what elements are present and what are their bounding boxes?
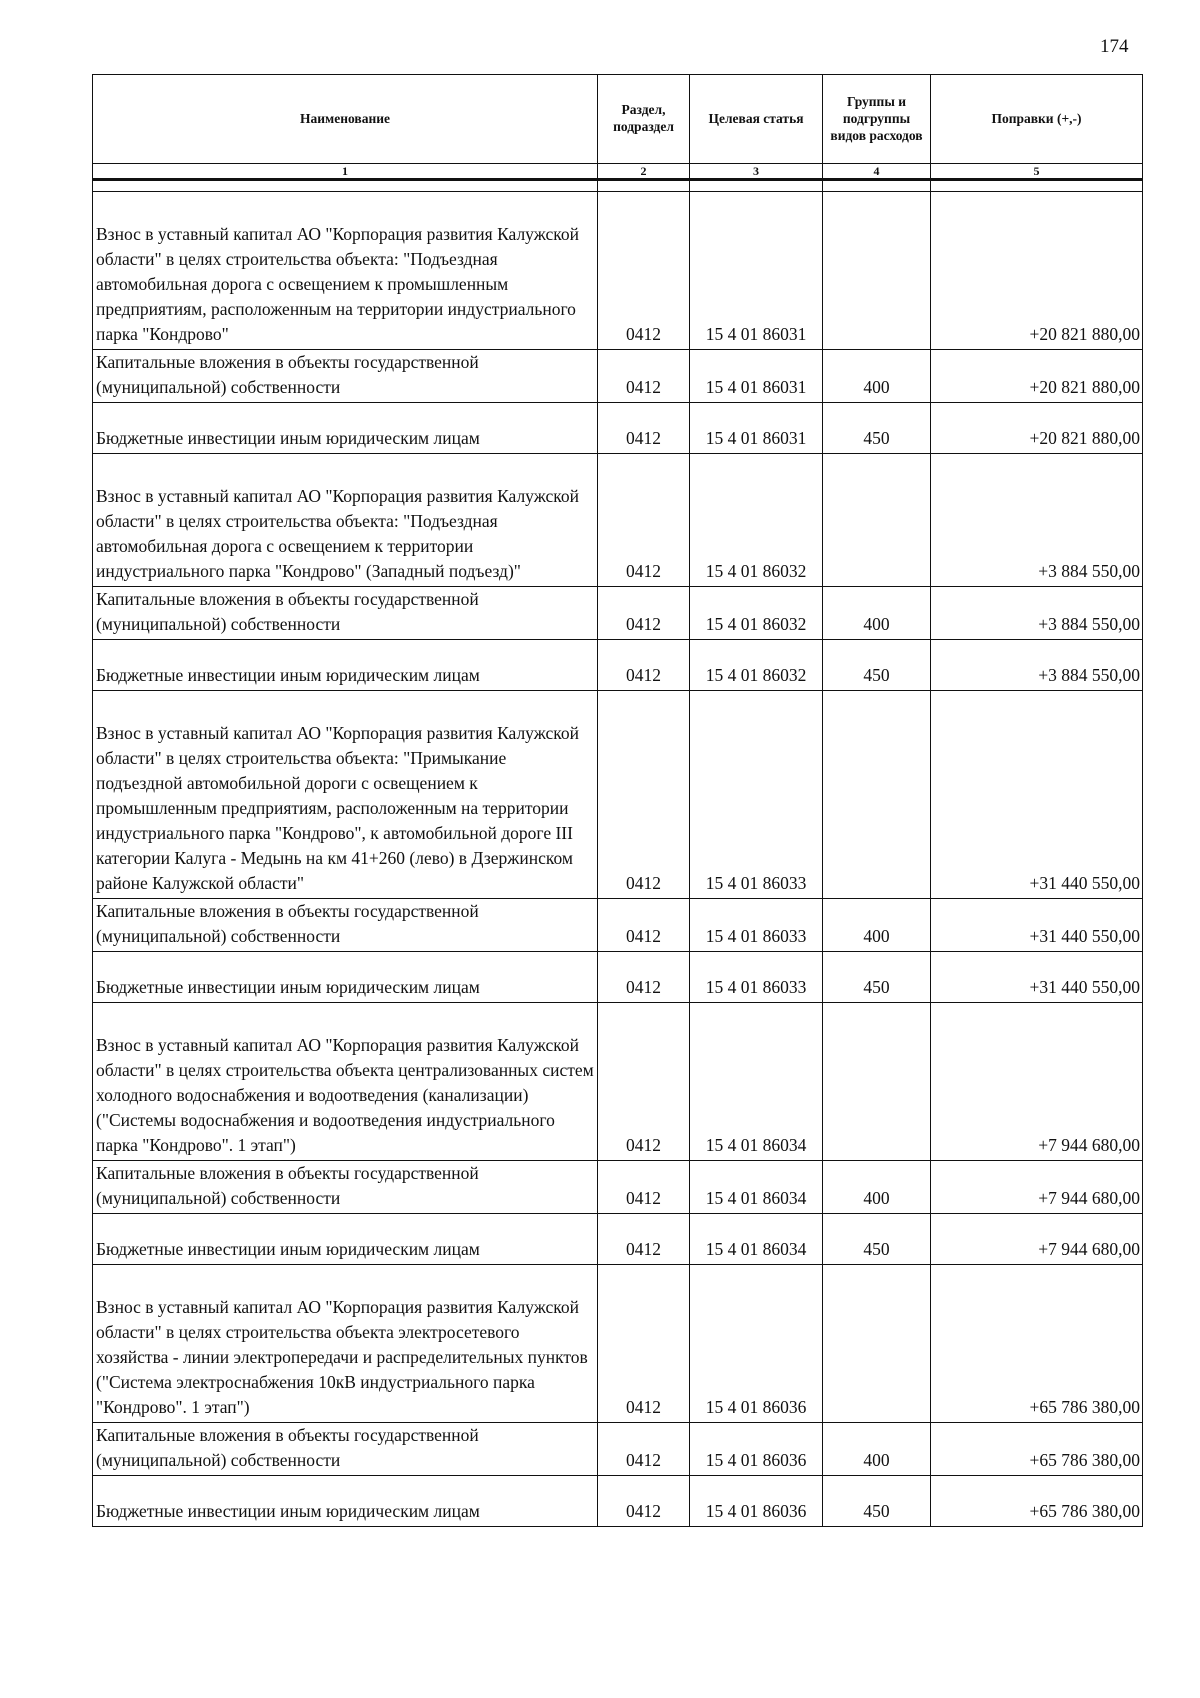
table-row — [93, 192, 1143, 350]
row-section: 0412 — [598, 952, 690, 1003]
table-row — [93, 454, 1143, 587]
column-number: 3 — [690, 164, 823, 180]
row-expense-group: 450 — [823, 1476, 931, 1527]
row-expense-group: 400 — [823, 1423, 931, 1476]
row-expense-group: 450 — [823, 640, 931, 691]
row-expense-group: 400 — [823, 1161, 931, 1214]
row-name: Бюджетные инвестиции иным юридическим лицам — [93, 403, 598, 454]
row-target-article: 15 4 01 86033 — [690, 691, 823, 899]
row-target-article: 15 4 01 86031 — [690, 403, 823, 454]
row-target-article: 15 4 01 86033 — [690, 952, 823, 1003]
row-target-article: 15 4 01 86034 — [690, 1003, 823, 1161]
row-amount: +3 884 550,00 — [931, 640, 1143, 691]
row-expense-group — [823, 192, 931, 350]
row-target-article: 15 4 01 86032 — [690, 640, 823, 691]
row-section: 0412 — [598, 350, 690, 403]
row-section: 0412 — [598, 1003, 690, 1161]
row-amount: +31 440 550,00 — [931, 899, 1143, 952]
row-amount: +20 821 880,00 — [931, 350, 1143, 403]
table-body — [93, 180, 1143, 1527]
row-amount: +20 821 880,00 — [931, 192, 1143, 350]
row-amount: +31 440 550,00 — [931, 952, 1143, 1003]
row-name: Капитальные вложения в объекты государственной (муниципальной) собственности — [93, 1423, 598, 1476]
row-section: 0412 — [598, 1161, 690, 1214]
row-target-article: 15 4 01 86033 — [690, 899, 823, 952]
table-row — [93, 1265, 1143, 1423]
column-number: 1 — [93, 164, 598, 180]
table-row — [93, 587, 1143, 640]
table-header-row — [93, 75, 1143, 164]
row-amount: +20 821 880,00 — [931, 403, 1143, 454]
row-name: Бюджетные инвестиции иным юридическим лицам — [93, 1476, 598, 1527]
row-name: Бюджетные инвестиции иным юридическим лицам — [93, 952, 598, 1003]
row-section: 0412 — [598, 1423, 690, 1476]
row-expense-group — [823, 691, 931, 899]
row-name: Взнос в уставный капитал АО "Корпорация развития Калужской области" в целях строительства объекта: "Подъездная автомобильная дорога с освещением к промышленным предприятиям, расположенным на территории индустриального парка "Кондрово" — [93, 192, 598, 350]
row-section: 0412 — [598, 454, 690, 587]
row-target-article: 15 4 01 86034 — [690, 1161, 823, 1214]
table-row — [93, 899, 1143, 952]
row-amount: +65 786 380,00 — [931, 1265, 1143, 1423]
table-row — [93, 1476, 1143, 1527]
row-amount: +31 440 550,00 — [931, 691, 1143, 899]
row-target-article: 15 4 01 86036 — [690, 1476, 823, 1527]
row-target-article: 15 4 01 86031 — [690, 350, 823, 403]
row-amount: +7 944 680,00 — [931, 1214, 1143, 1265]
row-name: Бюджетные инвестиции иным юридическим лицам — [93, 1214, 598, 1265]
row-section: 0412 — [598, 192, 690, 350]
table-row — [93, 403, 1143, 454]
row-name: Капитальные вложения в объекты государственной (муниципальной) собственности — [93, 350, 598, 403]
row-amount: +7 944 680,00 — [931, 1161, 1143, 1214]
header-expense-groups: Группы и подгруппы видов расходов — [823, 75, 931, 164]
row-section: 0412 — [598, 1476, 690, 1527]
table-row — [93, 1003, 1143, 1161]
row-section: 0412 — [598, 1214, 690, 1265]
row-section: 0412 — [598, 640, 690, 691]
table-row — [93, 1214, 1143, 1265]
header-amendments: Поправки (+,-) — [931, 75, 1143, 164]
row-name: Взнос в уставный капитал АО "Корпорация развития Калужской области" в целях строительства объекта: "Примыкание подъездной автомобильной дороги с освещением к промышленным предприятиям, расположенным на территории индустриального парка "Кондрово", к автомобильной дороге III категории Калуга - Медынь на км 41+260 (лево) в Дзержинском районе Калужской области" — [93, 691, 598, 899]
row-name: Капитальные вложения в объекты государственной (муниципальной) собственности — [93, 587, 598, 640]
row-target-article: 15 4 01 86032 — [690, 587, 823, 640]
row-name: Капитальные вложения в объекты государственной (муниципальной) собственности — [93, 1161, 598, 1214]
column-number: 5 — [931, 164, 1143, 180]
row-expense-group: 450 — [823, 952, 931, 1003]
row-amount: +3 884 550,00 — [931, 587, 1143, 640]
row-expense-group — [823, 454, 931, 587]
header-target-article: Целевая статья — [690, 75, 823, 164]
row-expense-group: 400 — [823, 350, 931, 403]
row-amount: +65 786 380,00 — [931, 1423, 1143, 1476]
table-spacer — [93, 180, 1143, 192]
row-target-article: 15 4 01 86032 — [690, 454, 823, 587]
row-name: Капитальные вложения в объекты государственной (муниципальной) собственности — [93, 899, 598, 952]
row-amount: +65 786 380,00 — [931, 1476, 1143, 1527]
row-amount: +7 944 680,00 — [931, 1003, 1143, 1161]
row-name: Взнос в уставный капитал АО "Корпорация развития Калужской области" в целях строительства объекта электросетевого хозяйства - линии электропередачи и распределительных пунктов ("Система электроснабжения 10кВ индустриального парка "Кондрово". 1 этап") — [93, 1265, 598, 1423]
row-name: Взнос в уставный капитал АО "Корпорация развития Калужской области" в целях строительства объекта: "Подъездная автомобильная дорога с освещением к территории индустриального парка "Кондрово" (Западный подъезд)" — [93, 454, 598, 587]
column-number: 4 — [823, 164, 931, 180]
row-expense-group: 450 — [823, 1214, 931, 1265]
row-section: 0412 — [598, 1265, 690, 1423]
table-row — [93, 1161, 1143, 1214]
row-expense-group: 400 — [823, 899, 931, 952]
row-target-article: 15 4 01 86036 — [690, 1265, 823, 1423]
row-expense-group: 450 — [823, 403, 931, 454]
row-section: 0412 — [598, 899, 690, 952]
row-name: Бюджетные инвестиции иным юридическим лицам — [93, 640, 598, 691]
row-name: Взнос в уставный капитал АО "Корпорация развития Калужской области" в целях строительства объекта централизованных систем холодного водоснабжения и водоотведения (канализации) ("Системы водоснабжения и водоотведения индустриального парка "Кондрово". 1 этап") — [93, 1003, 598, 1161]
row-expense-group — [823, 1265, 931, 1423]
header-name: Наименование — [93, 75, 598, 164]
page-number: 174 — [1100, 36, 1129, 57]
row-target-article: 15 4 01 86034 — [690, 1214, 823, 1265]
table-row — [93, 1423, 1143, 1476]
header-section: Раздел, подраздел — [598, 75, 690, 164]
budget-amendments-table — [92, 74, 1143, 1527]
column-number: 2 — [598, 164, 690, 180]
row-section: 0412 — [598, 691, 690, 899]
row-expense-group — [823, 1003, 931, 1161]
table-row — [93, 952, 1143, 1003]
row-section: 0412 — [598, 403, 690, 454]
row-target-article: 15 4 01 86036 — [690, 1423, 823, 1476]
row-amount: +3 884 550,00 — [931, 454, 1143, 587]
table-row — [93, 350, 1143, 403]
column-number-row — [93, 164, 1143, 180]
table-row — [93, 691, 1143, 899]
row-section: 0412 — [598, 587, 690, 640]
row-expense-group: 400 — [823, 587, 931, 640]
table-row — [93, 640, 1143, 691]
row-target-article: 15 4 01 86031 — [690, 192, 823, 350]
